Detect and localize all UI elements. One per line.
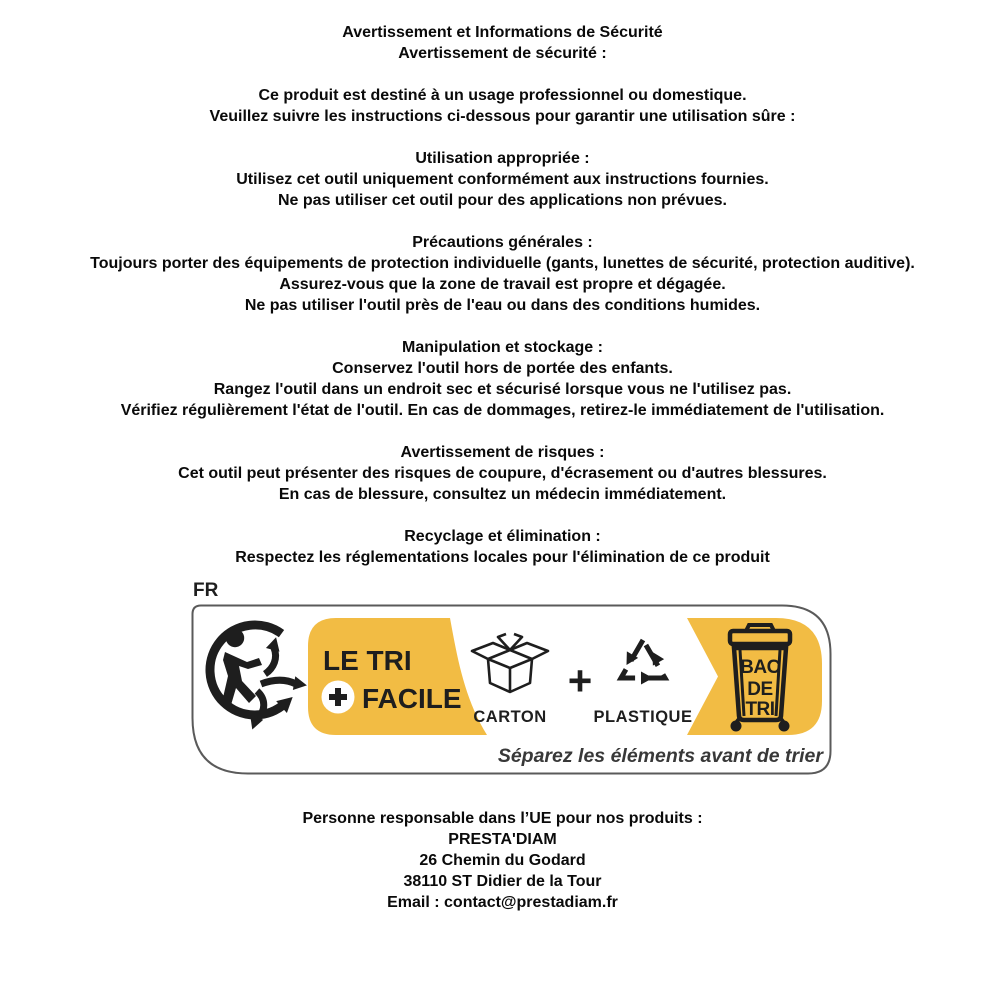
sort-tagline: Séparez les éléments avant de trier [497,745,823,767]
bin-text-line: BAC [740,657,780,678]
carton-label: CARTON [473,708,547,726]
brand-top-text: LE TRI [323,645,412,676]
section-line: Ne pas utiliser l'outil près de l'eau ou dans des conditions humides. [244,297,761,314]
intro-line: Veuillez suivre les instructions ci-dessous pour garantir une utilisation sûre : [209,108,796,125]
email-line: Email : contact@prestadiam.fr [387,894,618,911]
address-line: 38110 ST Didier de la Tour [403,873,602,890]
section-line: En cas de blessure, consultez un médecin immédiatement. [278,486,727,503]
section-heading: Manipulation et stockage : [402,339,603,356]
section-line: Conservez l'outil hors de portée des enfants. [332,360,673,377]
bin-text-line: TRI [745,699,775,720]
intro-paragraph [0,85,1005,127]
section-precautions [0,232,1005,316]
section-recyclage [0,526,1005,568]
section-line: Assurez-vous que la zone de travail est propre et dégagée. [279,276,726,293]
country-code-label: FR [193,580,219,601]
section-heading: Avertissement de risques : [400,444,605,461]
section-heading: Précautions générales : [412,234,593,251]
section-heading: Utilisation appropriée : [415,150,590,167]
brand-bottom-text: FACILE [362,683,462,714]
company-name: PRESTA'DIAM [448,831,557,848]
section-risques [0,442,1005,505]
section-heading: Recyclage et élimination : [404,528,601,545]
intro-line: Ce produit est destiné à un usage professionnel ou domestique. [258,87,747,104]
document-header [0,22,1005,64]
plus-icon: + [567,657,593,704]
info-tri-label-graphic [191,604,833,776]
plus-circle-icon [322,681,355,714]
address-line: 26 Chemin du Godard [419,852,586,869]
section-line: Ne pas utiliser cet outil pour des applications non prévues. [278,192,727,209]
bin-text-line: DE [747,679,773,700]
section-line: Vérifiez régulièrement l'état de l'outil. En cas de dommages, retirez-le immédiatement de l'utilisation. [120,402,885,419]
section-utilisation [0,148,1005,211]
responsible-person-block [0,808,1005,913]
section-line: Toujours porter des équipements de protection individuelle (gants, lunettes de sécurité, protection auditive). [90,255,915,272]
responsible-heading: Personne responsable dans l’UE pour nos produits : [302,810,703,827]
section-line: Respectez les réglementations locales pour l'élimination de ce produit [235,549,770,566]
section-manipulation [0,337,1005,421]
info-tri-recycling-label [191,580,833,781]
page-title: Avertissement et Informations de Sécurité [342,24,663,41]
plastique-label: PLASTIQUE [593,708,693,726]
section-line: Utilisez cet outil uniquement conformément aux instructions fournies. [236,171,769,188]
section-line: Rangez l'outil dans un endroit sec et sécurisé lorsque vous ne l'utilisez pas. [213,381,792,398]
page-subtitle: Avertissement de sécurité : [398,45,607,62]
section-line: Cet outil peut présenter des risques de coupure, d'écrasement ou d'autres blessures. [178,465,827,482]
